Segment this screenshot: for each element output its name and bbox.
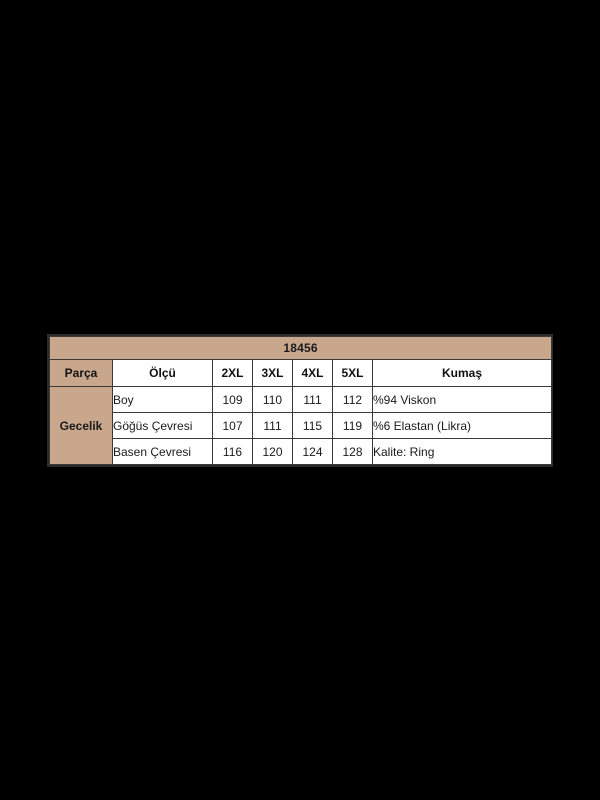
fabric-detail: %94 Viskon: [373, 387, 552, 413]
header-size-4xl: 4XL: [293, 360, 333, 387]
measure-label: Göğüs Çevresi: [113, 413, 213, 439]
table-row: [50, 387, 552, 413]
measure-value: 120: [253, 439, 293, 465]
part-name: Gecelik: [50, 387, 113, 465]
measure-value: 112: [333, 387, 373, 413]
table-row: [50, 413, 552, 439]
measure-value: 111: [253, 413, 293, 439]
fabric-detail: %6 Elastan (Likra): [373, 413, 552, 439]
size-chart-container: [47, 334, 553, 467]
measure-value: 119: [333, 413, 373, 439]
measure-value: 116: [213, 439, 253, 465]
header-size-5xl: 5XL: [333, 360, 373, 387]
measure-value: 115: [293, 413, 333, 439]
measure-label: Boy: [113, 387, 213, 413]
table-header-row: [50, 360, 552, 387]
product-code: 18456: [50, 337, 552, 360]
header-fabric: Kumaş: [373, 360, 552, 387]
table-title-row: [50, 337, 552, 360]
measure-value: 109: [213, 387, 253, 413]
measure-value: 128: [333, 439, 373, 465]
header-size-2xl: 2XL: [213, 360, 253, 387]
header-part: Parça: [50, 360, 113, 387]
measure-value: 124: [293, 439, 333, 465]
measure-value: 107: [213, 413, 253, 439]
fabric-detail: Kalite: Ring: [373, 439, 552, 465]
size-chart-table: [49, 336, 552, 465]
measure-value: 110: [253, 387, 293, 413]
measure-value: 111: [293, 387, 333, 413]
header-measure: Ölçü: [113, 360, 213, 387]
table-row: [50, 439, 552, 465]
header-size-3xl: 3XL: [253, 360, 293, 387]
measure-label: Basen Çevresi: [113, 439, 213, 465]
